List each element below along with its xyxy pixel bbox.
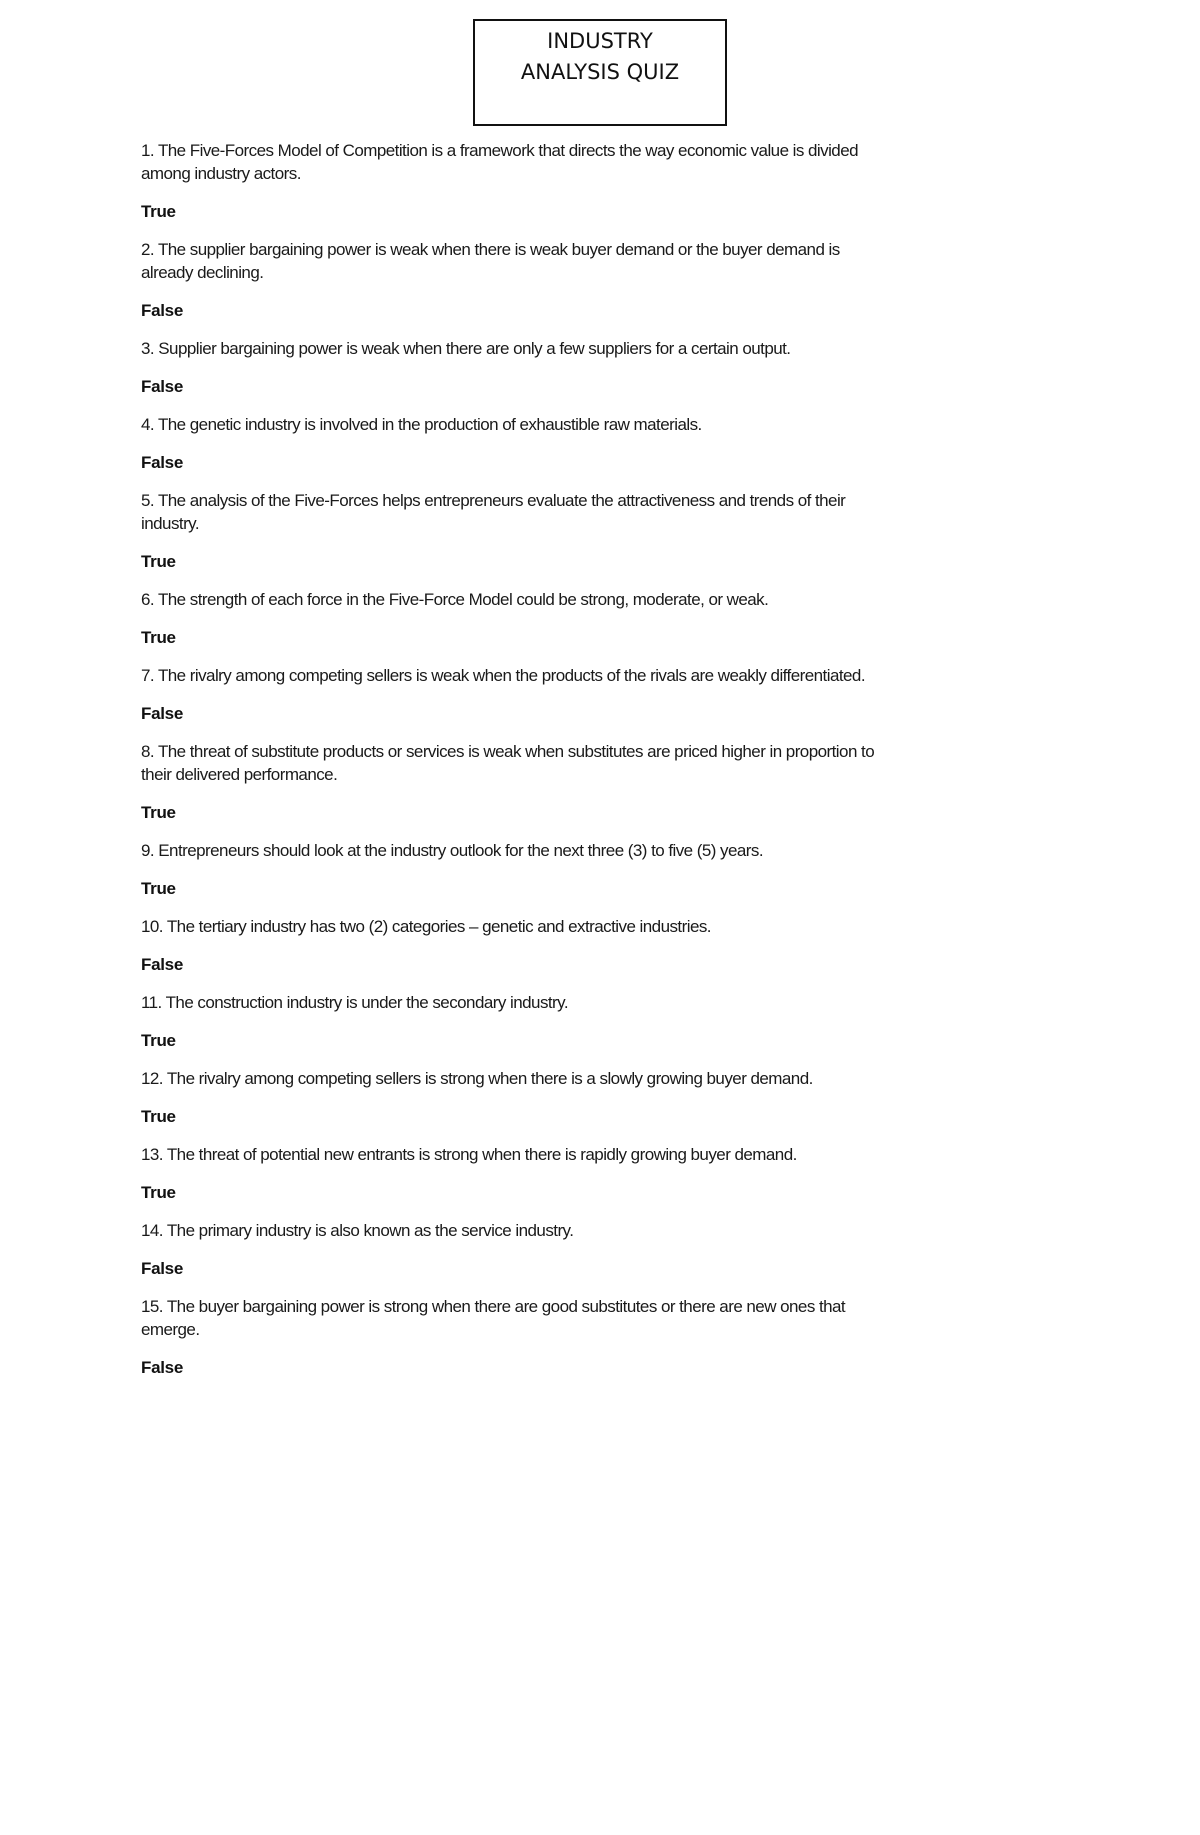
answer-label: True (141, 628, 176, 647)
quiz-title-line-1: INDUSTRY (547, 29, 653, 53)
answer-label: False (141, 955, 183, 974)
question-text: industry. (141, 514, 200, 533)
question-text: 2. The supplier bargaining power is weak when there is weak buyer demand or the buyer demand is (141, 240, 840, 259)
question-item-10 (141, 915, 1071, 976)
question-text: 12. The rivalry among competing sellers is strong when there is a slowly growing buyer demand. (141, 1069, 813, 1088)
question-item-7 (141, 664, 1071, 725)
answer-label: False (141, 453, 183, 472)
question-text: 10. The tertiary industry has two (2) categories – genetic and extractive industries. (141, 917, 711, 936)
question-item-9 (141, 839, 1071, 900)
question-item-5 (141, 489, 1071, 573)
question-item-3 (141, 337, 1071, 398)
quiz-title-line-2: ANALYSIS QUIZ (520, 60, 680, 84)
answer-label: False (141, 1259, 183, 1278)
question-text: 6. The strength of each force in the Five-Force Model could be strong, moderate, or weak. (141, 590, 769, 609)
question-item-1 (141, 139, 1071, 223)
question-item-12 (141, 1067, 1071, 1128)
question-item-4 (141, 413, 1071, 474)
question-text: 4. The genetic industry is involved in the production of exhaustible raw materials. (141, 415, 702, 434)
question-item-14 (141, 1219, 1071, 1280)
question-text: among industry actors. (141, 164, 301, 183)
answer-label: False (141, 301, 183, 320)
quiz-title-box (473, 19, 727, 126)
question-text: their delivered performance. (141, 765, 338, 784)
question-item-2 (141, 238, 1071, 322)
question-item-15 (141, 1295, 1071, 1379)
question-text: 11. The construction industry is under the secondary industry. (141, 993, 569, 1012)
answer-label: False (141, 1358, 183, 1377)
question-item-6 (141, 588, 1071, 649)
answer-label: True (141, 552, 176, 571)
answer-label: True (141, 879, 176, 898)
question-item-11 (141, 991, 1071, 1052)
question-item-13 (141, 1143, 1071, 1204)
question-text: 13. The threat of potential new entrants is strong when there is rapidly growing buyer demand. (141, 1145, 797, 1164)
answer-label: False (141, 704, 183, 723)
question-text: 3. Supplier bargaining power is weak when there are only a few suppliers for a certain output. (141, 339, 791, 358)
question-list (141, 139, 1071, 1394)
question-text: 15. The buyer bargaining power is strong when there are good substitutes or there are new ones that (141, 1297, 846, 1316)
question-text: 7. The rivalry among competing sellers is weak when the products of the rivals are weakly differentiated. (141, 666, 866, 685)
answer-label: True (141, 1031, 176, 1050)
question-item-8 (141, 740, 1071, 824)
answer-label: False (141, 377, 183, 396)
answer-label: True (141, 803, 176, 822)
question-text: 8. The threat of substitute products or services is weak when substitutes are priced higher in proportion to (141, 742, 875, 761)
question-text: 5. The analysis of the Five-Forces helps entrepreneurs evaluate the attractiveness and trends of their (141, 491, 846, 510)
question-text: emerge. (141, 1320, 200, 1339)
question-text: 14. The primary industry is also known as the service industry. (141, 1221, 574, 1240)
question-text: 1. The Five-Forces Model of Competition is a framework that directs the way economic value is divided (141, 141, 859, 160)
answer-label: True (141, 202, 176, 221)
answer-label: True (141, 1107, 176, 1126)
question-text: already declining. (141, 263, 264, 282)
answer-label: True (141, 1183, 176, 1202)
question-text: 9. Entrepreneurs should look at the industry outlook for the next three (3) to five (5) years. (141, 841, 764, 860)
